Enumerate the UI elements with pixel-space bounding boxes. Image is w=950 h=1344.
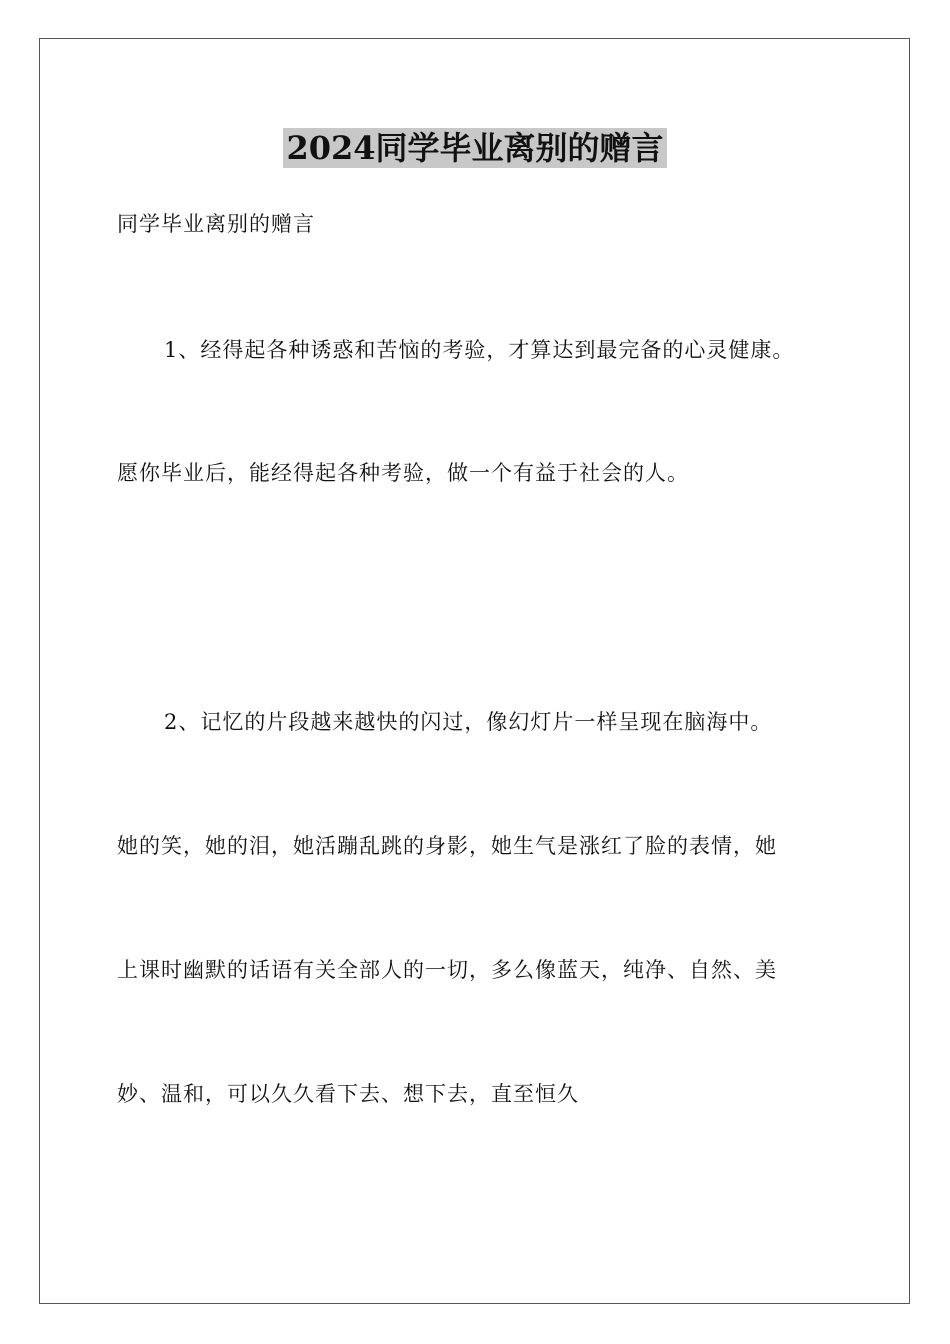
paragraph-2-line-1: 2、记忆的片段越来越快的闪过，像幻灯片一样呈现在脑海中。 [164, 710, 773, 734]
document-subtitle: 同学毕业离别的赠言 [117, 212, 315, 236]
paragraph-1-line-2: 愿你毕业后，能经得起各种考验，做一个有益于社会的人。 [117, 461, 689, 485]
title-container [0, 128, 950, 168]
paragraph-2-line-4: 妙、温和，可以久久看下去、想下去，直至恒久 [117, 1082, 579, 1106]
document-title: 2024同学毕业离别的赠言 [283, 128, 666, 168]
paragraph-2-line-3: 上课时幽默的话语有关全部人的一切，多么像蓝天，纯净、自然、美 [117, 958, 777, 982]
paragraph-2-line-2: 她的笑，她的泪，她活蹦乱跳的身影，她生气是涨红了脸的表情，她 [117, 834, 777, 858]
paragraph-1-line-1: 1、经得起各种诱惑和苦恼的考验，才算达到最完备的心灵健康。 [164, 338, 795, 362]
